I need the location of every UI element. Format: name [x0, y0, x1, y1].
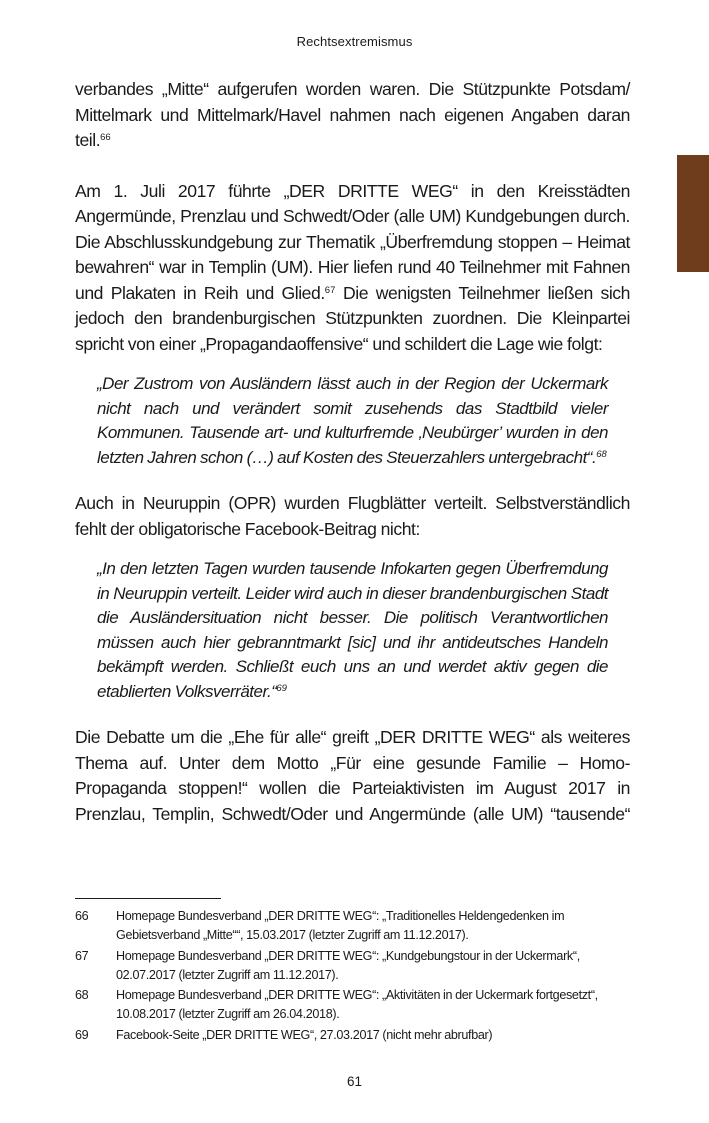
paragraph-4-text: Die Debatte um die „Ehe für alle“ greift „DER DRITTE WEG“ als weiteres Thema auf. Unter dem Motto „Für eine gesunde Familie – Homo-Propaganda stoppen!“ wollen die Parteiaktivisten im August 2017 in Prenzlau, Templin, Schwedt/Oder und Angermünde (alle UM) “tausende“: [75, 727, 630, 824]
paragraph-2-text-b: Die wenigsten Teilnehmer ließen sich jedoch den brandenburgischen Stützpunkten zuordnen. Die Kleinpartei spricht von einer „Propagandaoffensive“ und schildert die Lage wie folgt:: [75, 282, 630, 354]
footnote-ref-69[interactable]: 69: [276, 682, 287, 694]
block-quote-2: [97, 557, 608, 704]
footnote-ref-67[interactable]: 67: [324, 284, 336, 296]
footnote-number: 66: [75, 909, 89, 923]
footnote-67: [75, 947, 635, 985]
footnote-ref-68[interactable]: 68: [596, 448, 607, 460]
footnote-text: Homepage Bundesverband „DER DRITTE WEG“: „Kundgebungstour in der Uckermark“, 02.07.2017 (letzter Zugriff am 11.12.2017).: [116, 948, 580, 982]
footnote-text: Homepage Bundesverband „DER DRITTE WEG“: „Aktivitäten in der Uckermark fortgesetzt“, 10.08.2017 (letzter Zugriff am 26.04.2018).: [116, 988, 598, 1021]
page-number: 61: [346, 1074, 363, 1089]
footnote-number: 67: [75, 948, 89, 963]
block-quote-2-text: „In den letzten Tagen wurden tausende Infokarten gegen Überfremdung in Neuruppin verteilt. Leider wird auch in dieser brandenburgischen Stadt die Ausländersituation nicht besser. Die politisch Verantwortlichen müssen auch hier gebranntmarkt [sic] und ihr antideutsches Handeln bekämpft werden. Schließt euch uns an und werdet aktiv gegen die etablierten Volksverräter.“: [97, 559, 608, 701]
footnote-separator: [75, 898, 221, 899]
footnote-number: 69: [75, 1027, 89, 1042]
block-quote-1: [97, 372, 608, 470]
footnote-text: Homepage Bundesverband „DER DRITTE WEG“: „Traditionelles Heldengedenken im Gebietsverband „Mitte““, 15.03.2017 (letzter Zugriff am 11.12.2017).: [116, 909, 565, 942]
footnote-66: [75, 907, 635, 945]
paragraph-4: [75, 725, 630, 827]
footnote-text: Facebook-Seite „DER DRITTE WEG“, 27.03.2017 (nicht mehr abrufbar): [116, 1027, 493, 1042]
footnote-number: 68: [75, 988, 89, 1002]
footnote-ref-66[interactable]: 66: [100, 132, 111, 143]
running-header: Rechtsextremismus: [296, 34, 413, 49]
paragraph-3: [75, 491, 630, 542]
footnote-68: [75, 986, 635, 1024]
footnote-69: [75, 1026, 635, 1045]
paragraph-1: [75, 77, 630, 154]
paragraph-2: [75, 179, 630, 358]
footnotes: [75, 907, 635, 1046]
paragraph-2-text-a: Am 1. Juli 2017 führte „DER DRITTE WEG“ in den Kreisstädten Angermünde, Prenzlau und Schwedt/Oder (alle UM) Kundgebungen durch. Die Abschlusskundgebung zur Thematik „Überfremdung stoppen – Heimat bewahren“ war in Templin (UM). Hier liefen rund 40 Teilnehmer mit Fahnen und Plakaten in Reih und Glied.: [75, 180, 630, 303]
paragraph-1-text: verbandes „Mitte“ aufgerufen worden waren. Die Stützpunkte Potsdam/ Mittelmark und Mittelmark/Havel nahmen nach eigenen Angaben daran teil.: [75, 79, 630, 150]
block-quote-1-text: „Der Zustrom von Ausländern lässt auch in der Region der Uckermark nicht nach und verändert somit zusehends das Stadtbild vieler Kommunen. Tausende art- und kulturfremde ‚Neubürger’ wurden in den letzten Jahren schon (…) auf Kosten des Steuerzahlers untergebracht“.: [97, 374, 608, 467]
paragraph-3-text: Auch in Neuruppin (OPR) wurden Flugblätter verteilt. Selbstverständlich fehlt der obligatorische Facebook-Beitrag nicht:: [75, 493, 630, 539]
main-text: [75, 77, 630, 827]
chapter-thumb-tab: [677, 155, 709, 272]
